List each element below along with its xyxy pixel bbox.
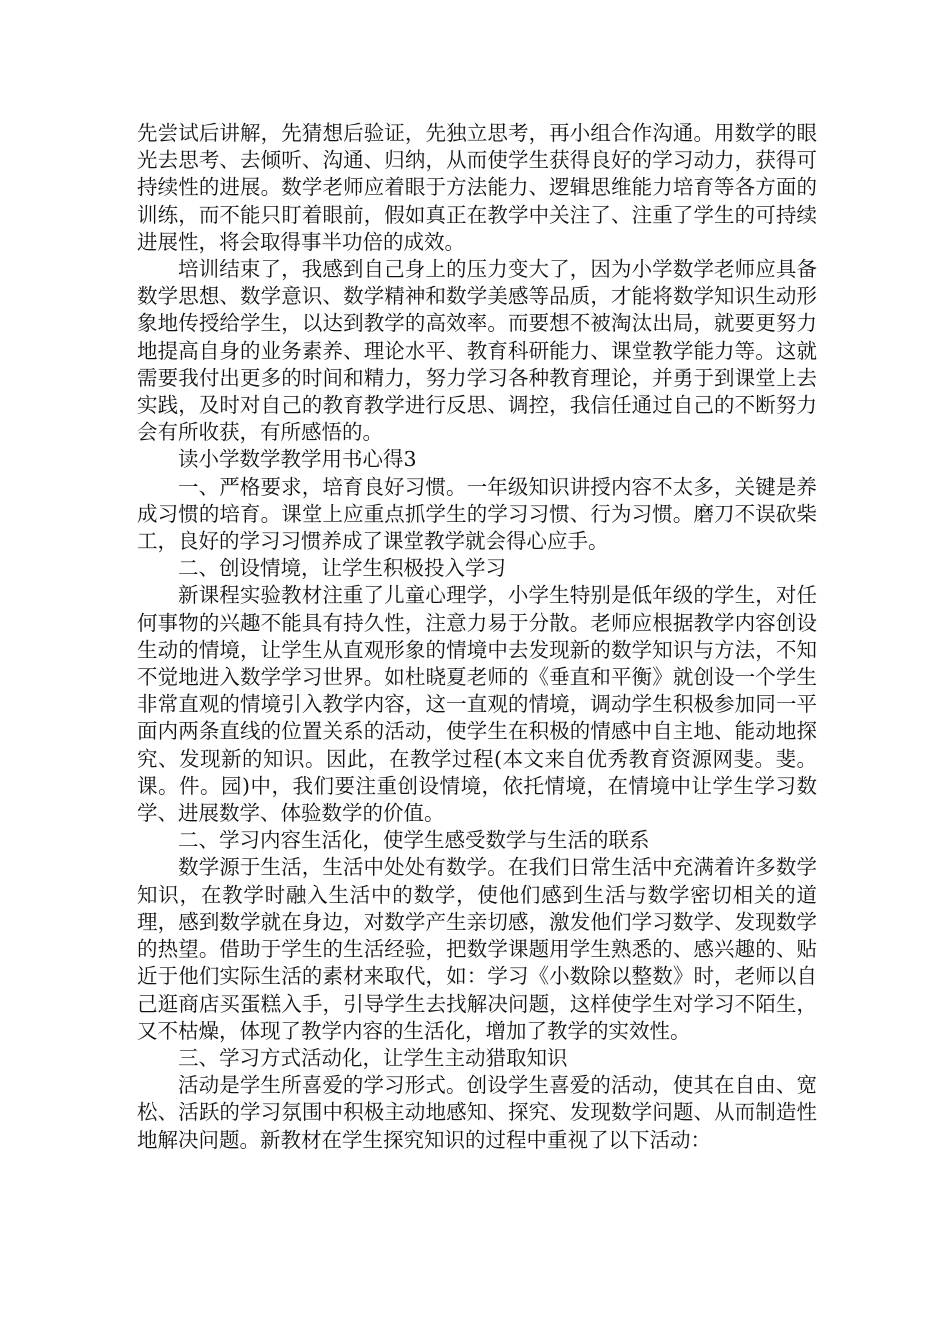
- section-heading: 二、学习内容生活化，使学生感受数学与生活的联系: [178, 828, 650, 853]
- section-heading: 三、学习方式活动化，让学生主动猎取知识: [178, 1045, 568, 1070]
- paragraph: 数学源于生活，生活中处处有数学。在我们日常生活中充满着许多数学知识，在教学时融入生活中的数学，使他们感到生活与数学密切相关的道理，感到数学就在身边，对数学产生亲切感，激发他们学习数学、发现数学的热望。借助于学生的生活经验，把数学课题用学生熟悉的、感兴趣的、贴近于他们实际生活的素材来取代，如：学习《小数除以整数》时，老师以自己逛商店买蛋糕入手，引导学生去找解决问题，这样使学生对学习不陌生，又不枯燥，体现了教学内容的生活化，增加了教学的实效性。: [137, 855, 817, 1043]
- paragraph: 一、严格要求，培育良好习惯。一年级知识讲授内容不太多，关键是养成习惯的培育。课堂上应重点抓学生的学习习惯、行为习惯。磨刀不误砍柴工，良好的学习习惯养成了课堂教学就会得心应手。: [137, 474, 817, 554]
- document-page: [137, 120, 817, 1154]
- section-heading: 读小学数学教学用书心得3: [178, 447, 417, 472]
- paragraph: 培训结束了，我感到自己身上的压力变大了，因为小学数学老师应具备数学思想、数学意识、数学精神和数学美感等品质，才能将数学知识生动形象地传授给学生，以达到教学的高效率。而要想不被淘汰出局，就要更努力地提高自身的业务素养、理论水平、教育科研能力、课堂教学能力等。这就需要我付出更多的时间和精力，努力学习各种教育理论，并勇于到课堂上去实践，及时对自己的教育教学进行反思、调控，我信任通过自己的不断努力会有所收获，有所感悟的。: [137, 257, 817, 445]
- paragraph: 先尝试后讲解，先猜想后验证，先独立思考，再小组合作沟通。用数学的眼光去思考、去倾听、沟通、归纳，从而使学生获得良好的学习动力，获得可持续性的进展。数学老师应着眼于方法能力、逻辑思维能力培育等各方面的训练，而不能只盯着眼前，假如真正在教学中关注了、注重了学生的可持续进展性，将会取得事半功倍的成效。: [137, 121, 817, 254]
- section-heading: 二、创设情境，让学生积极投入学习: [178, 556, 506, 581]
- paragraph: 活动是学生所喜爱的学习形式。创设学生喜爱的活动，使其在自由、宽松、活跃的学习氛围中积极主动地感知、探究、发现数学问题、从而制造性地解决问题。新教材在学生探究知识的过程中重视了以下活动：: [137, 1073, 817, 1152]
- paragraph: 新课程实验教材注重了儿童心理学，小学生特别是低年级的学生，对任何事物的兴趣不能具有持久性，注意力易于分散。老师应根据教学内容创设生动的情境，让学生从直观形象的情境中去发现新的数学知识与方法，不知不觉地进入数学学习世界。如杜晓夏老师的《垂直和平衡》就创设一个学生非常直观的情境引入教学内容，这一直观的情境，调动学生积极参加同一平面内两条直线的位置关系的活动，使学生在积极的情感中自主地、能动地探究、发现新的知识。因此，在教学过程(本文来自优秀教育资源网斐。斐。课。件。园)中，我们要注重创设情境，依托情境，在情境中让学生学习数学、进展数学、体验数学的价值。: [137, 583, 817, 826]
